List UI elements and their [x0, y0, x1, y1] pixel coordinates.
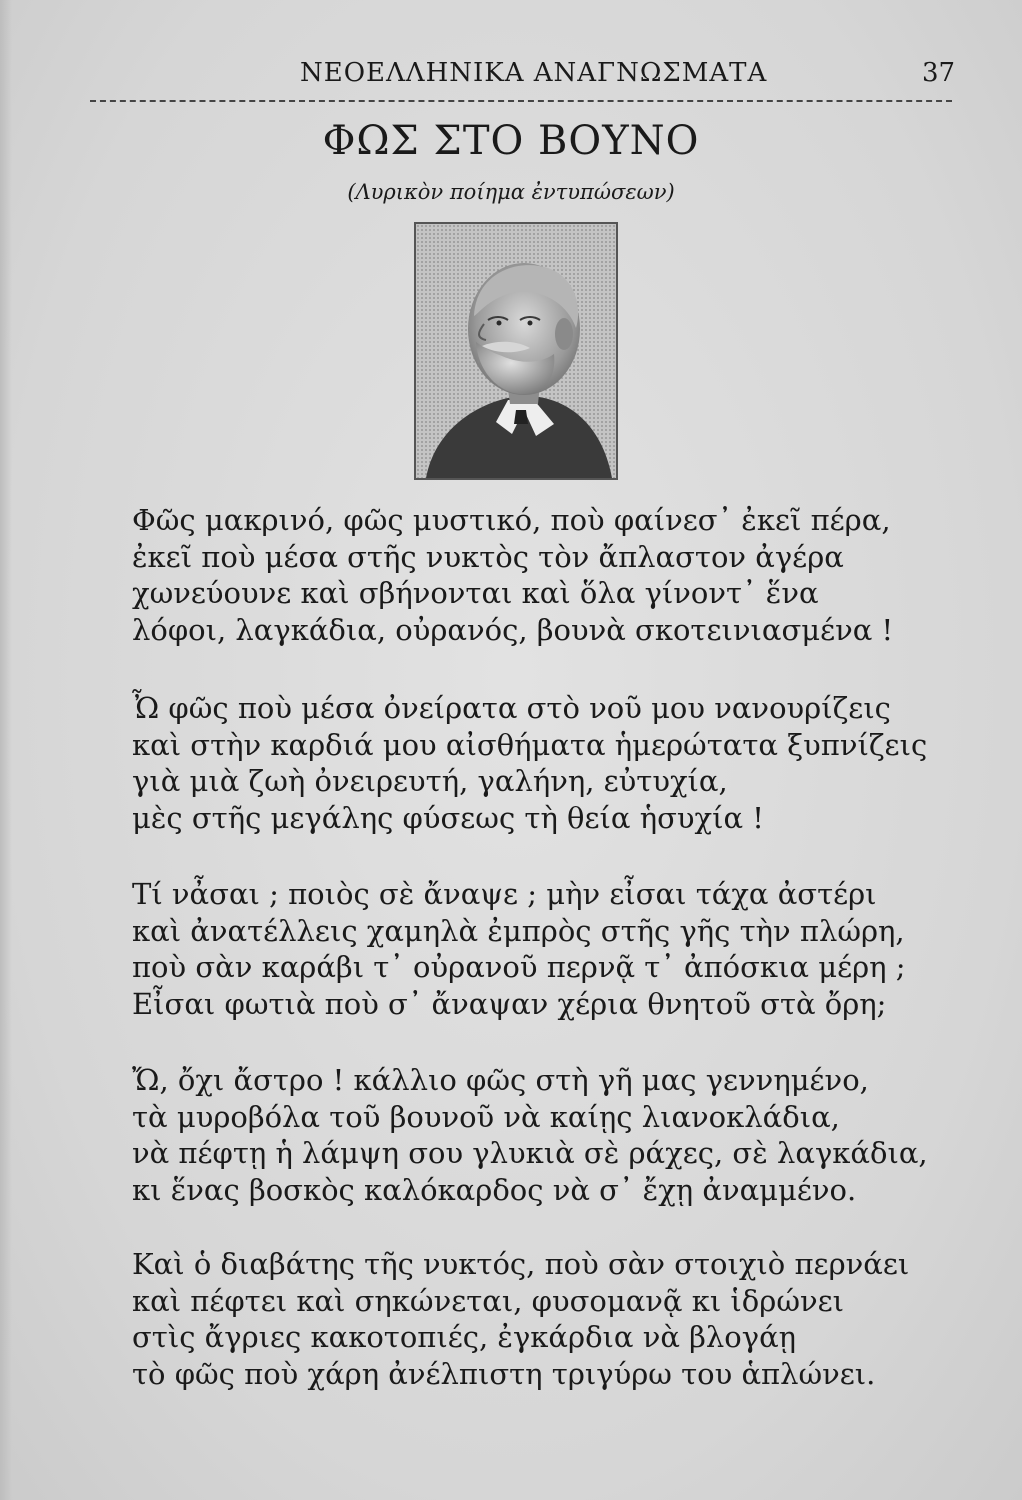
poem-line: τὰ μυροβόλα τοῦ βουνοῦ νὰ καίῃς λιανοκλάδια,: [132, 1099, 840, 1134]
poem-title: ΦΩΣ ΣΤΟ ΒΟΥΝΟ: [322, 118, 700, 164]
poem-line: στὶς ἄγριες κακοτοπιές, ἐγκάρδια νὰ βλογάῃ: [132, 1320, 797, 1354]
poem-line: Εἶσαι φωτιὰ ποὺ σ᾽ ἄναψαν χέρια θνητοῦ στὰ ὄρη;: [132, 986, 887, 1021]
poem-line: χωνεύουνε καὶ σβήνονται καὶ ὅλα γίνοντ᾽ ἕνα: [132, 576, 819, 610]
stanza-2: [132, 690, 928, 836]
stanza-4: [132, 1062, 928, 1208]
author-portrait: [414, 222, 618, 480]
poem-line: Καὶ ὁ διαβάτης τῆς νυκτός, ποὺ σὰν στοιχιὸ περνάει: [132, 1247, 910, 1281]
poem-line: Ὦ φῶς ποὺ μέσα ὀνείρατα στὸ νοῦ μου νανουρίζεις: [132, 691, 891, 725]
poem-line: ἐκεῖ ποὺ μέσα στῆς νυκτὸς τὸν ἄπλαστον ἀγέρα: [132, 539, 844, 574]
poem-line: Ὤ, ὄχι ἄστρο ! κάλλιο φῶς στὴ γῆ μας γεννημένο,: [132, 1063, 869, 1097]
poem-line: καὶ πέφτει καὶ σηκώνεται, φυσομανᾷ κι ἱδρώνει: [132, 1283, 844, 1318]
poem-line: καὶ στὴν καρδιά μου αἰσθήματα ἡμερώτατα ξυπνίζεις: [132, 727, 928, 762]
stanza-3: [132, 876, 906, 1022]
stanza-1: [132, 502, 892, 648]
page-number: 37: [922, 58, 956, 88]
portrait-illustration: [416, 224, 616, 478]
poem-line: μὲς στῆς μεγάλης φύσεως τὴ θεία ἡσυχία !: [132, 800, 764, 835]
poem-line: Τί νἆσαι ; ποιὸς σὲ ἄναψε ; μὴν εἶσαι τάχα ἀστέρι: [132, 877, 877, 911]
stanza-5: [132, 1246, 910, 1392]
poem-line: γιὰ μιὰ ζωὴ ὀνειρευτή, γαλήνη, εὐτυχία,: [132, 764, 728, 798]
running-title: ΝΕΟΕΛΛΗΝΙΚΑ ΑΝΑΓΝΩΣΜΑΤΑ: [300, 58, 768, 88]
poem-subtitle: (Λυρικὸν ποίημα ἐντυπώσεων): [347, 180, 675, 204]
poem-line: κι ἕνας βοσκὸς καλόκαρδος νὰ σ᾽ ἔχῃ ἀναμμένο.: [132, 1172, 857, 1207]
poem-line: Φῶς μακρινό, φῶς μυστικό, ποὺ φαίνεσ᾽ ἐκεῖ πέρα,: [132, 503, 891, 537]
poem-line: λόφοι, λαγκάδια, οὐρανός, βουνὰ σκοτεινιασμένα !: [132, 612, 894, 647]
page-edge-shadow: [0, 0, 12, 1500]
running-header: [0, 58, 1022, 98]
poem-line: καὶ ἀνατέλλεις χαμηλὰ ἐμπρὸς στῆς γῆς τὴν πλώρη,: [132, 913, 905, 948]
poem-line: νὰ πέφτῃ ἡ λάμψη σου γλυκιὰ σὲ ράχες, σὲ λαγκάδια,: [132, 1136, 928, 1170]
poem-line: τὸ φῶς ποὺ χάρη ἀνέλπιστη τριγύρω του ἁπλώνει.: [132, 1356, 876, 1391]
header-rule: [90, 100, 952, 102]
poem-line: ποὺ σὰν καράβι τ᾽ οὐρανοῦ περνᾷ τ᾽ ἀπόσκια μέρη ;: [132, 950, 906, 984]
